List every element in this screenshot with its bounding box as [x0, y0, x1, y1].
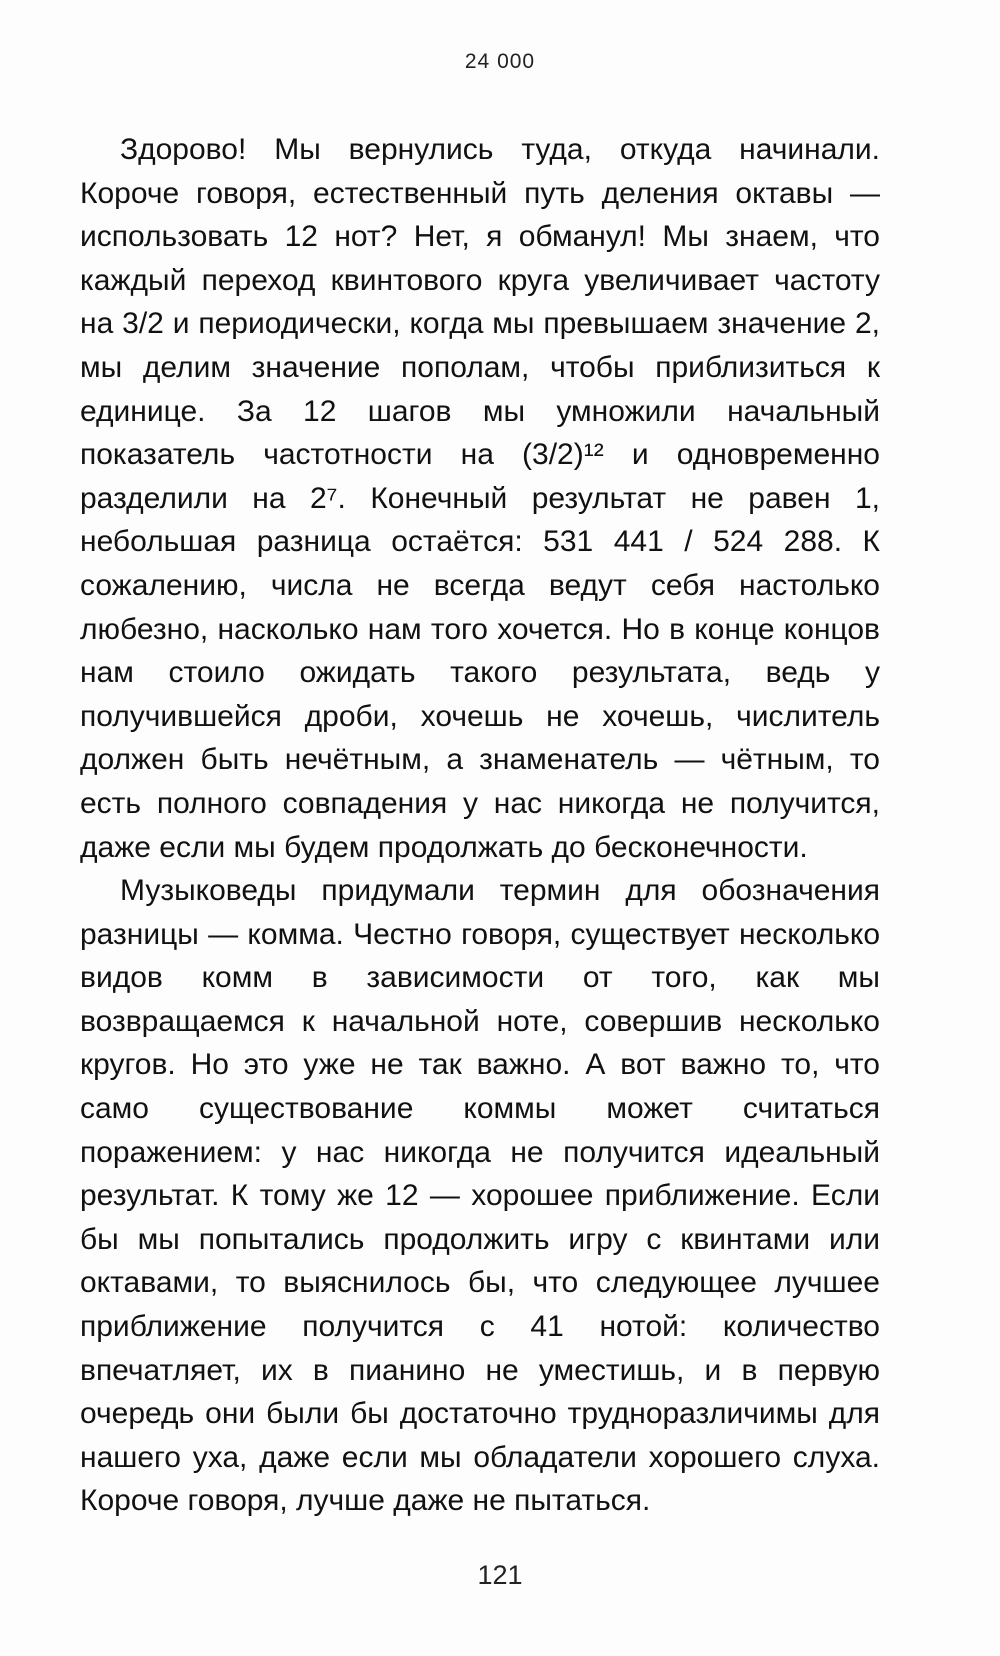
- running-header: 24 000: [464, 50, 536, 73]
- body-text: [80, 128, 880, 1523]
- paragraph-1: Здорово! Мы вернулись туда, откуда начинали. Короче говоря, естественный путь деления октавы — использовать 12 нот? Нет, я обманул! Мы знаем, что каждый переход квинтового круга увеличивает частоту на 3/2 и периодически, когда мы превышаем значение 2, мы делим значение пополам, чтобы приблизиться к единице. За 12 шагов мы умножили начальный показатель частотности на (3/2)¹² и одновременно разделили на 2⁷. Конечный результат не равен 1, небольшая разница остаётся: 531 441 / 524 288. К сожалению, числа не всегда ведут себя настолько любезно, насколько нам того хочется. Но в конце концов нам стоило ожидать такого результата, ведь у получившейся дроби, хочешь не хочешь, числитель должен быть нечётным, а знаменатель — чётным, то есть полного совпадения у нас никогда не получится, даже если мы будем продолжать до бесконечности.: [80, 133, 880, 864]
- paragraph-2: Музыковеды придумали термин для обозначения разницы — комма. Честно говоря, существует несколько видов комм в зависимости от того, как мы возвращаемся к начальной ноте, совершив несколько кругов. Но это уже не так важно. А вот важно то, что само существование коммы может считаться поражением: у нас никогда не получится идеальный результат. К тому же 12 — хорошее приближение. Если бы мы попытались продолжить игру с квинтами или октавами, то выяснилось бы, что следующее лучшее приближение получится с 41 нотой: количество впечатляет, их в пианино не уместишь, и в первую очередь они были бы достаточно трудноразличимы для нашего уха, даже если мы обладатели хорошего слуха. Короче говоря, лучше даже не пытаться.: [80, 874, 880, 1518]
- page-number: 121: [477, 1560, 523, 1590]
